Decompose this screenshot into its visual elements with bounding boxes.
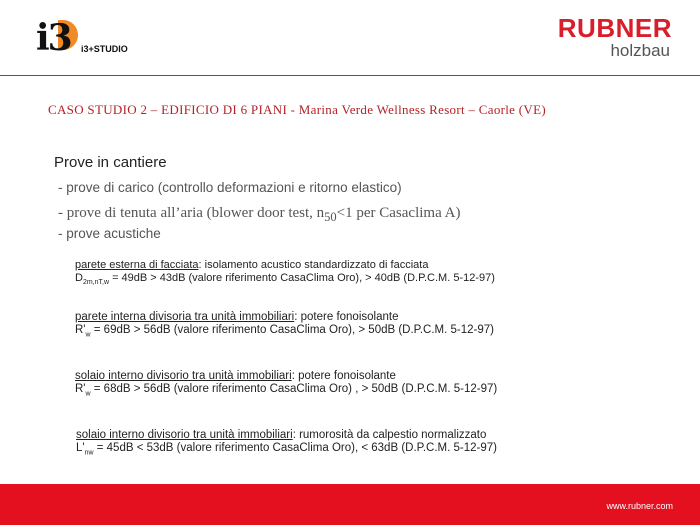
item-line-2 <box>75 272 495 286</box>
rubner-brand-name: RUBNER <box>557 13 672 43</box>
item-line-1 <box>75 370 396 382</box>
i3-logo-text: i3+STUDIO <box>81 44 128 54</box>
item-symbol-sub: nw <box>84 449 94 457</box>
item-symbol-sub: w <box>85 331 91 339</box>
i3-logo-mark: i3 <box>36 17 71 59</box>
item-symbol: D <box>75 272 83 284</box>
item-label: parete interna divisoria tra unità immobiliari <box>75 311 295 323</box>
item-symbol: L' <box>76 442 85 454</box>
rubner-logo <box>558 14 672 60</box>
item-value: = 68dB > 56dB (valore riferimento CasaClima Oro) , > 50dB (D.P.C.M. 5-12-97) <box>90 383 498 395</box>
acoustic-item-floor-impact <box>76 429 497 456</box>
item-desc: : isolamento acustico standardizzato di facciata <box>198 259 429 271</box>
bullet-air-tightness <box>58 205 461 225</box>
item-symbol-sub: 2m,nT,w <box>82 279 110 287</box>
item-label: solaio interno divisorio tra unità immobiliari <box>76 429 293 441</box>
item-symbol-sub: w <box>85 390 91 398</box>
acoustic-item-internal-wall <box>75 311 494 338</box>
item-desc: : potere fonoisolante <box>294 311 399 323</box>
item-desc: : rumorosità da calpestio normalizzato <box>292 429 487 441</box>
footer-url: www.rubner.com <box>606 501 673 511</box>
i3-studio-logo <box>36 18 136 62</box>
item-desc: : potere fonoisolante <box>291 370 396 382</box>
item-value: = 69dB > 56dB (valore riferimento CasaClima Oro), > 50dB (D.P.C.M. 5-12-97) <box>90 324 494 336</box>
item-line-2 <box>75 324 494 338</box>
item-symbol: R' <box>75 383 86 395</box>
item-line-2 <box>76 442 497 456</box>
acoustic-item-facade <box>75 259 495 286</box>
acoustic-item-floor-airborne <box>75 370 497 397</box>
header-divider <box>0 75 700 76</box>
header <box>0 0 700 75</box>
bullet-air-tightness-tail: <1 per Casaclima A) <box>336 205 461 221</box>
item-line-1 <box>75 259 428 271</box>
case-study-title: CASO STUDIO 2 – EDIFICIO DI 6 PIANI - Marina Verde Wellness Resort – Caorle (VE) <box>48 102 546 117</box>
bullet-acoustic-tests: - prove acustiche <box>58 226 161 241</box>
bullet-air-tightness-sub: 50 <box>324 210 337 224</box>
rubner-brand-sub: holzbau <box>610 41 670 60</box>
item-symbol: R' <box>75 324 86 336</box>
item-value: = 49dB > 43dB (valore riferimento CasaClima Oro), > 40dB (D.P.C.M. 5-12-97) <box>109 272 495 284</box>
item-line-1 <box>76 429 486 441</box>
footer-bar <box>0 484 700 525</box>
item-label: parete esterna di facciata <box>75 259 199 271</box>
item-label: solaio interno divisorio tra unità immobiliari <box>75 370 292 382</box>
bullet-air-tightness-text: - prove di tenuta all’aria (blower door test, n <box>58 205 325 221</box>
item-value: = 45dB < 53dB (valore riferimento CasaClima Oro), < 63dB (D.P.C.M. 5-12-97) <box>93 442 497 454</box>
item-line-2 <box>75 383 497 397</box>
bullet-load-tests: - prove di carico (controllo deformazioni e ritorno elastico) <box>58 180 402 195</box>
section-title: Prove in cantiere <box>54 154 167 171</box>
item-line-1 <box>75 311 398 323</box>
